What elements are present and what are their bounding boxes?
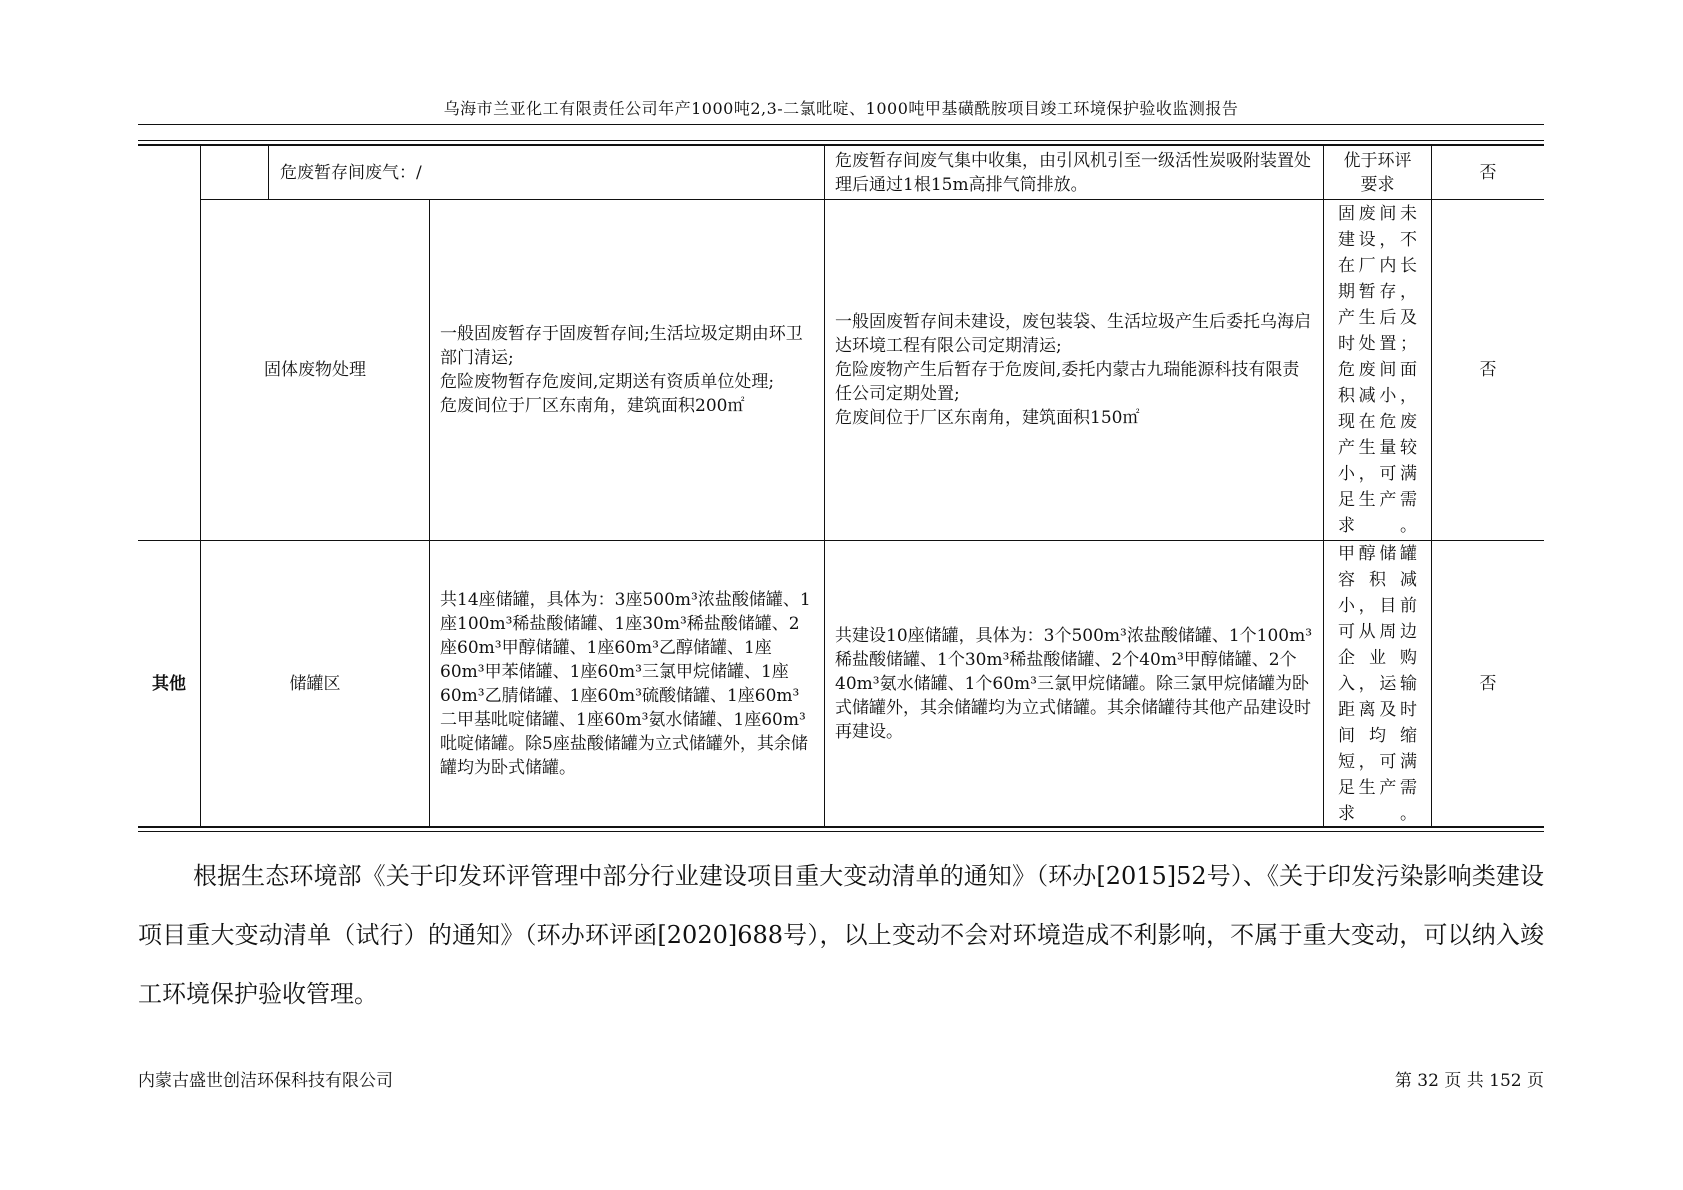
solid-item-text: 固体废物处理: [264, 360, 366, 380]
cell-solid-major: [1432, 200, 1544, 540]
solid-actual-line-2: 危险废物产生后暂存于危废间,委托内蒙古九瑞能源科技有限责任公司定期处置;: [835, 360, 1300, 404]
conclusion-paragraph: 根据生态环境部《关于印发环评管理中部分行业建设项目重大变动清单的通知》（环办[2015]52号）、《关于印发污染影响类建设项目重大变动清单（试行）的通知》（环办环评函[2020]688号），以上变动不会对环境造成不利影响，不属于重大变动，可以纳入竣工环境保护验收管理。: [138, 862, 1544, 1008]
cell-waste-gas-major: [1432, 146, 1544, 199]
solid-eia-line-3: 危废间位于厂区东南角，建筑面积200㎡: [440, 396, 745, 416]
footer-company: 内蒙古盛世创洁环保科技有限公司: [138, 1071, 393, 1091]
cell-waste-gas-actual: [825, 146, 1323, 199]
waste-gas-item-text: 危废暂存间废气：/: [280, 162, 422, 183]
cell-other-major: [1432, 541, 1544, 826]
page-header-title: 乌海市兰亚化工有限责任公司年产1000吨2,3-二氯吡啶、1000吨甲基磺酰胺项目竣工环境保护验收监测报告: [443, 99, 1239, 118]
cell-waste-gas-item: [270, 146, 822, 199]
waste-gas-actual-text: 危废暂存间废气集中收集，由引风机引至一级活性炭吸附装置处理后通过1根15m高排气筒排放。: [835, 150, 1311, 195]
other-actual-text: 共建设10座储罐，具体为：3个500m³浓盐酸储罐、1个100m³稀盐酸储罐、1个30m³稀盐酸储罐、2个40m³甲醇储罐、2个40m³氨水储罐、1个60m³三氯甲烷储罐。除三氯甲烷储罐为卧式储罐外，其余储罐均为立式储罐。其余储罐待其他产品建设时再建设。: [835, 625, 1313, 742]
cell-solid-reason: [1324, 200, 1431, 540]
cell-solid-actual: [825, 200, 1323, 540]
other-item-text: 储罐区: [289, 673, 341, 694]
cell-other-reason: [1324, 541, 1431, 826]
other-category-text: 其他: [152, 673, 186, 694]
cell-other-actual: [825, 541, 1323, 826]
cell-other-eia: [430, 541, 824, 826]
waste-gas-reason-text: 优于环评要求: [1343, 150, 1412, 195]
waste-gas-major-text: 否: [1479, 162, 1497, 183]
solid-eia-line-2: 危险废物暂存危废间,定期送有资质单位处理;: [440, 372, 775, 392]
solid-actual-line-3: 危废间位于厂区东南角，建筑面积150㎡: [835, 408, 1140, 428]
other-reason-text: 甲醇储罐容积减小，目前可从周边企业购入，运输距离及时间均缩短，可满足生产需求。: [1338, 543, 1417, 824]
solid-actual-line-1: 一般固废暂存间未建设，废包装袋、生活垃圾产生后委托乌海启达环境工程有限公司定期清运;: [835, 312, 1311, 356]
solid-reason-text: 固废间未建设，不在厂内长期暂存，产生后及时处置；危废间面积减小，现在危废产生量较小，可满足生产需求。: [1338, 204, 1417, 536]
cell-other-item: [201, 541, 429, 826]
solid-major-text: 否: [1479, 360, 1497, 380]
cell-waste-gas-reason: [1324, 146, 1431, 199]
cell-other-category: [138, 541, 200, 826]
cell-solid-eia: [430, 200, 824, 540]
solid-eia-line-1: 一般固废暂存于固废暂存间;生活垃圾定期由环卫部门清运;: [440, 324, 803, 368]
other-major-text: 否: [1479, 673, 1497, 694]
other-eia-text: 共14座储罐，具体为：3座500m³浓盐酸储罐、1座100m³稀盐酸储罐、1座30m³稀盐酸储罐、2座60m³甲醇储罐、1座60m³乙醇储罐、1座60m³甲苯储罐、1座60m³三氯甲烷储罐、1座60m³乙腈储罐、1座60m³硫酸储罐、1座60m³二甲基吡啶储罐、1座60m³氨水储罐、1座60m³吡啶储罐。除5座盐酸储罐为立式储罐外，其余储罐均为卧式储罐。: [440, 589, 811, 778]
footer-page-number: 第 32 页 共 152 页: [1394, 1071, 1544, 1091]
cell-solid-item: [201, 200, 429, 540]
